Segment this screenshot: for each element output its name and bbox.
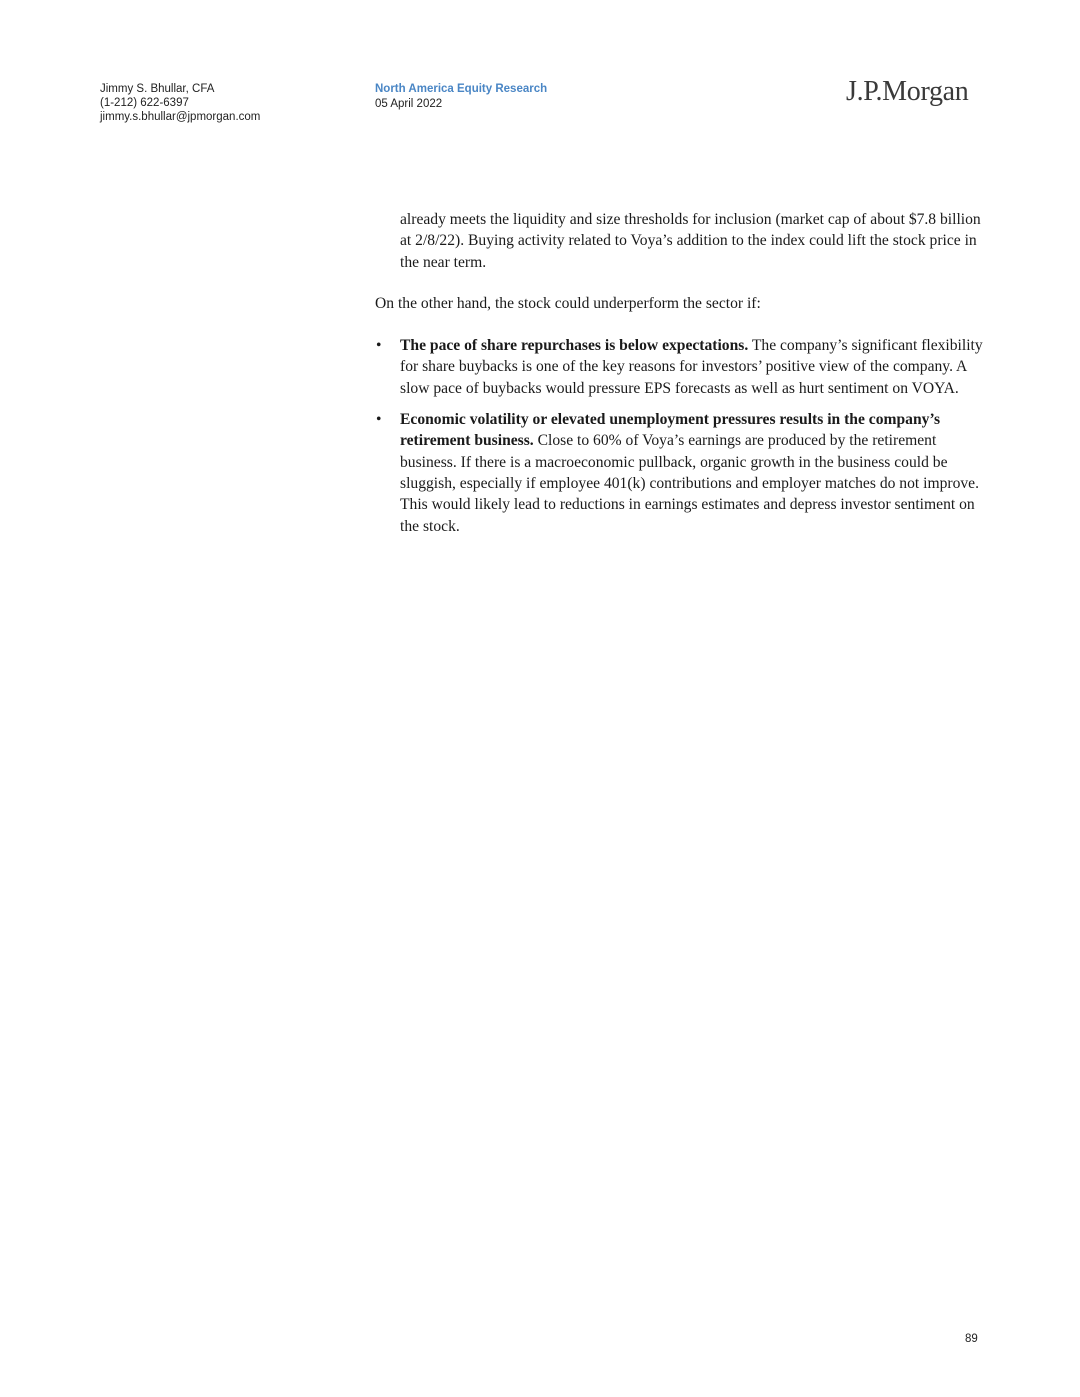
risk-list bbox=[375, 335, 987, 537]
list-item bbox=[375, 409, 987, 537]
author-block bbox=[100, 82, 260, 124]
bullet-text: The company’s significant flexibility for share buybacks is one of the key reasons for investors’ positive view of the company. A slow pace of buybacks would pressure EPS forecasts as well as hurt sentiment on VOYA. bbox=[400, 337, 983, 397]
author-name: Jimmy S. Bhullar, CFA bbox=[100, 83, 215, 95]
report-date: 05 April 2022 bbox=[375, 98, 443, 110]
bullet-icon: • bbox=[376, 337, 382, 355]
page-number: 89 bbox=[965, 1333, 978, 1345]
intro-paragraph: On the other hand, the stock could underperform the sector if: bbox=[375, 294, 761, 312]
continuation-paragraph: already meets the liquidity and size thresholds for inclusion (market cap of about $7.8 billion at 2/8/22). Buying activity related to Voya’s addition to the index could lift the stock price in the near term. bbox=[400, 211, 981, 271]
author-email[interactable]: jimmy.s.bhullar@jpmorgan.com bbox=[100, 111, 261, 123]
department-label: North America Equity Research bbox=[375, 83, 548, 95]
report-meta bbox=[375, 82, 547, 112]
jpmorgan-logo: J.P.Morgan bbox=[846, 76, 969, 107]
author-phone: (1-212) 622-6397 bbox=[100, 97, 189, 109]
bullet-heading: Economic volatility or elevated unemployment pressures results in the company’s retirement business. bbox=[400, 411, 941, 450]
bullet-text: Close to 60% of Voya’s earnings are produced by the retirement business. If there is a macroeconomic pullback, organic growth in the business could be sluggish, especially if employee 401(k) contributions and employer matches do not improve. This would likely lead to reductions in earnings estimates and depress investor sentiment on the stock. bbox=[400, 432, 980, 535]
report-body bbox=[375, 209, 987, 547]
bullet-icon: • bbox=[376, 411, 382, 429]
bullet-heading: The pace of share repurchases is below expectations. bbox=[400, 337, 749, 355]
list-item bbox=[375, 335, 987, 399]
